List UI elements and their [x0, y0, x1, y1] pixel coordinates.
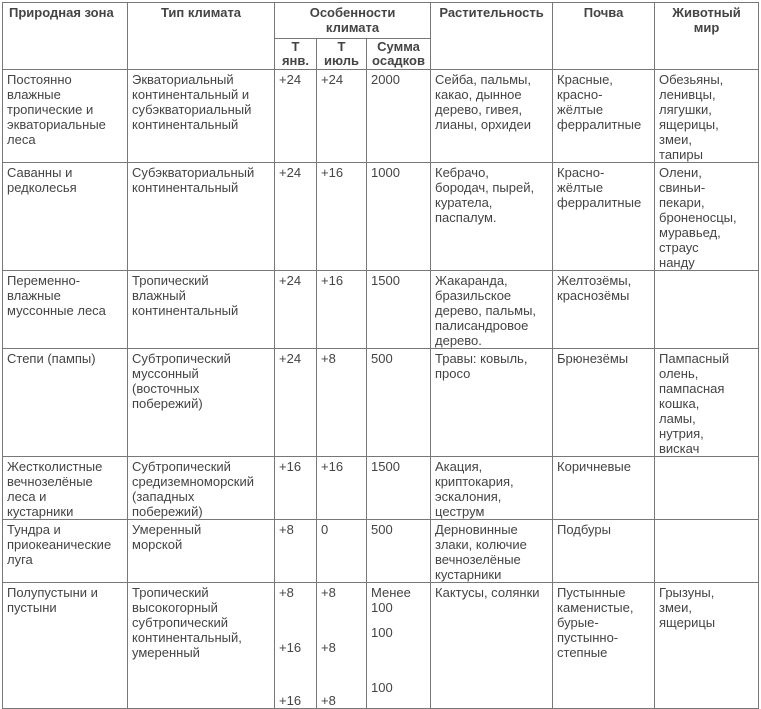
t-jul-cell: +24 [317, 70, 367, 163]
t-jan-value: +8 [279, 585, 294, 600]
t-jan-value: +16 [279, 693, 302, 708]
t-jul-cell [317, 583, 367, 709]
table-row [3, 583, 759, 709]
table-row [3, 520, 759, 583]
t-jul-cell: +8 [317, 349, 367, 457]
zone-cell: Полупустыни и пустыни [3, 583, 128, 709]
precipitation-cell: 500 [367, 349, 431, 457]
animals-cell: Грызуны, змеи, ящерицы [655, 583, 759, 709]
t-jan-cell: +24 [275, 70, 317, 163]
vegetation-cell: Кактусы, солянки [431, 583, 553, 709]
header-climate-features: Особенности климата [275, 3, 431, 39]
t-jan-cell: +8 [275, 520, 317, 583]
t-jan-cell: +16 [275, 457, 317, 520]
precipitation-value: 100 [371, 680, 393, 695]
t-jul-cell: +16 [317, 163, 367, 271]
soil-cell: Брюнезёмы [553, 349, 655, 457]
animals-cell: Обезьяны, ленивцы, лягушки, ящерицы, змеи, тапиры [655, 70, 759, 163]
zone-cell: Степи (пампы) [3, 349, 128, 457]
vegetation-cell: Жакаранда, бразильское дерево, пальмы, палисандровое дерево. [431, 271, 553, 349]
soil-cell: Желтозёмы, краснозёмы [553, 271, 655, 349]
vegetation-cell: Кебрачо, бородач, пырей, куратела, паспалум. [431, 163, 553, 271]
t-jul-value: +8 [321, 640, 336, 655]
t-jul-value: +8 [321, 693, 336, 708]
header-t-jan: Т янв. [275, 39, 317, 70]
vegetation-cell: Сейба, пальмы, какао, дынное дерево, гивея, лианы, орхидеи [431, 70, 553, 163]
precipitation-cell: 500 [367, 520, 431, 583]
soil-cell: Пустынные каменистые, бурые- пустынно- степные [553, 583, 655, 709]
animals-cell [655, 457, 759, 520]
header-soil: Почва [553, 3, 655, 70]
soil-cell: Подбуры [553, 520, 655, 583]
header-animals: Животный мир [655, 3, 759, 70]
t-jul-cell: +16 [317, 271, 367, 349]
precipitation-value: 100 [371, 625, 393, 640]
header-precipitation: Сумма осадков [367, 39, 431, 70]
t-jan-cell: +24 [275, 349, 317, 457]
soil-cell: Красные, красно- жёлтые ферралитные [553, 70, 655, 163]
zone-cell: Жестколистные вечнозелёные леса и кустарники [3, 457, 128, 520]
soil-cell: Красно- жёлтые ферралитные [553, 163, 655, 271]
zone-cell: Переменно- влажные муссонные леса [3, 271, 128, 349]
vegetation-cell: Дерновинные злаки, колючие вечнозелёные кустарники [431, 520, 553, 583]
natural-zones-table [2, 2, 759, 709]
t-jul-value: +8 [321, 585, 336, 600]
precipitation-cell: 1500 [367, 457, 431, 520]
animals-cell: Пампасный олень, пампасная кошка, ламы, нутрия, вискач [655, 349, 759, 457]
t-jan-cell: +24 [275, 163, 317, 271]
animals-cell: Олени, свиньи- пекари, броненосцы, муравьед, страус нанду [655, 163, 759, 271]
t-jan-value: +16 [279, 640, 302, 655]
precipitation-value: Менее 100 [371, 585, 411, 615]
animals-cell [655, 271, 759, 349]
header-vegetation: Растительность [431, 3, 553, 70]
climate-cell: Субтропический муссонный (восточных побережий) [128, 349, 275, 457]
climate-cell: Умеренный морской [128, 520, 275, 583]
zone-cell: Тундра и приокеанические луга [3, 520, 128, 583]
precipitation-cell [367, 583, 431, 709]
t-jan-cell: +24 [275, 271, 317, 349]
table-row [3, 163, 759, 271]
vegetation-cell: Травы: ковыль, просо [431, 349, 553, 457]
zone-cell: Постоянно влажные тропические и экваториальные леса [3, 70, 128, 163]
table-row [3, 70, 759, 163]
climate-cell: Экваториальный континентальный и субэкваториальный континентальный [128, 70, 275, 163]
precipitation-cell: 1500 [367, 271, 431, 349]
precipitation-cell: 2000 [367, 70, 431, 163]
t-jul-cell: +16 [317, 457, 367, 520]
header-t-jul: Т июль [317, 39, 367, 70]
climate-cell: Тропический влажный континентальный [128, 271, 275, 349]
header-climate: Тип климата [128, 3, 275, 70]
table-row [3, 271, 759, 349]
t-jan-cell [275, 583, 317, 709]
precipitation-cell: 1000 [367, 163, 431, 271]
table-row [3, 349, 759, 457]
table-row [3, 457, 759, 520]
climate-cell: Тропический высокогорный субтропический континентальный, умеренный [128, 583, 275, 709]
header-zone: Природная зона [3, 3, 128, 70]
zone-cell: Саванны и редколесья [3, 163, 128, 271]
t-jul-cell: 0 [317, 520, 367, 583]
vegetation-cell: Акация, криптокария, эскалония, цеструм [431, 457, 553, 520]
soil-cell: Коричневые [553, 457, 655, 520]
climate-cell: Субтропический средиземноморский (западных побережий) [128, 457, 275, 520]
animals-cell [655, 520, 759, 583]
climate-cell: Субэкваториальный континентальный [128, 163, 275, 271]
